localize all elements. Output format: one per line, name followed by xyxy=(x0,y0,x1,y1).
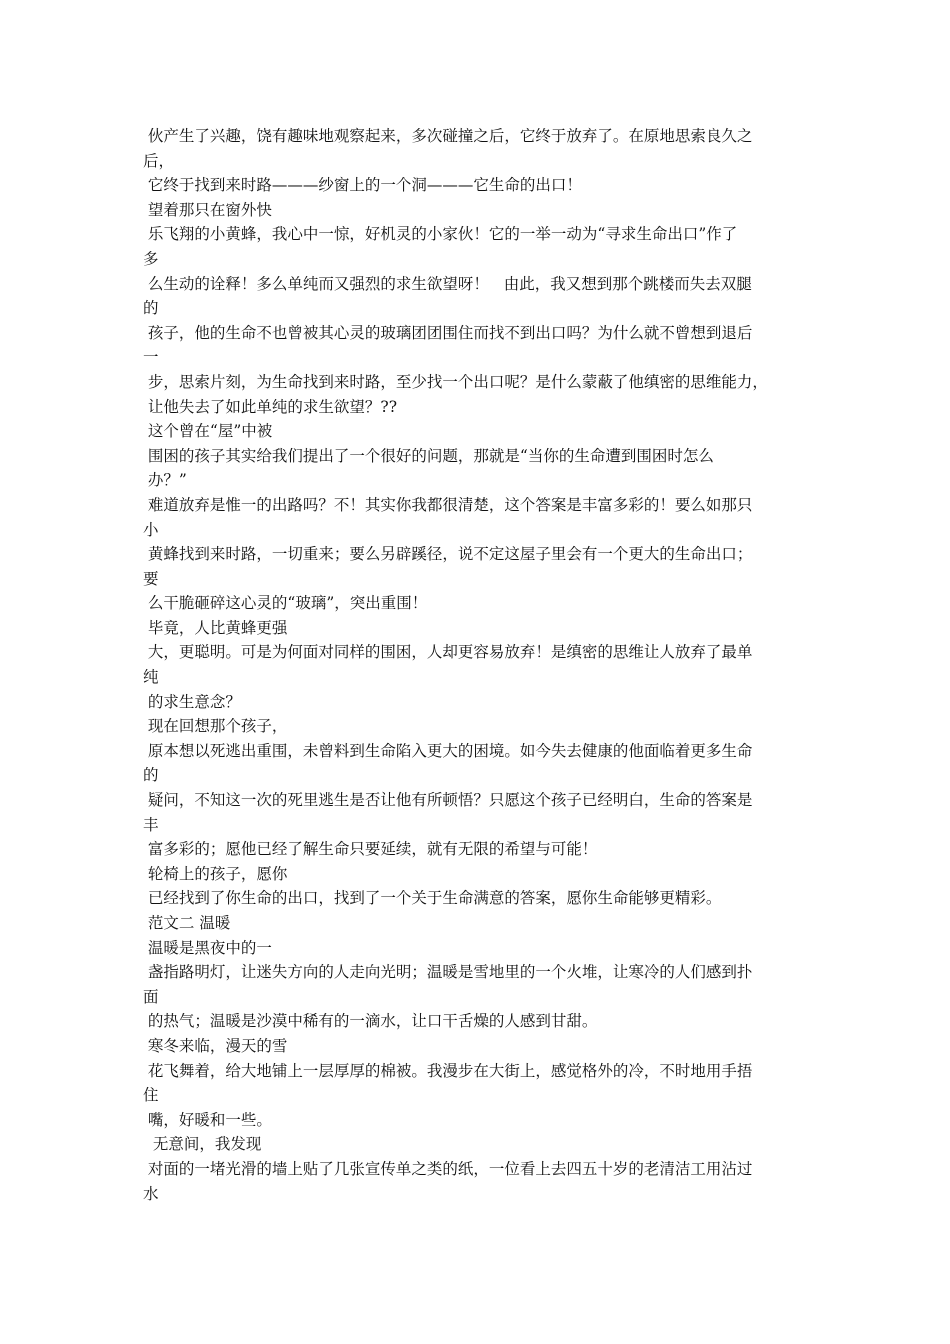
text-line: 它终于找到来时路———纱窗上的一个洞———它生命的出口！ xyxy=(143,176,582,195)
text-line: 温暖是黑夜中的一 xyxy=(143,938,272,957)
text-line: 办？” xyxy=(143,471,187,490)
text-line: 么生动的诠释！多么单纯而又强烈的求生欲望呀！ 由此，我又想到那个跳楼而失去双腿 xyxy=(143,274,752,293)
text-line: 毕竟，人比黄蜂更强 xyxy=(143,618,288,637)
text-line: 步，思索片刻，为生命找到来时路，至少找一个出口呢？是什么蒙蔽了他缜密的思维能力， xyxy=(143,372,768,391)
text-line: 小 xyxy=(143,520,159,539)
text-line: 寒冬来临，漫天的雪 xyxy=(143,1036,288,1055)
text-line: 的 xyxy=(143,299,159,318)
text-line: 望着那只在窗外快 xyxy=(143,200,272,219)
text-line: 这个曾在“屋”中被 xyxy=(143,422,273,441)
text-line: 水 xyxy=(143,1184,159,1203)
text-line: 无意间，我发现 xyxy=(143,1135,262,1154)
text-line: 一 xyxy=(143,348,159,367)
text-line: 大，更聪明。可是为何面对同样的围困，人却更容易放弃！是缜密的思维让人放弃了最单 xyxy=(143,643,753,662)
text-line: 对面的一堵光滑的墙上贴了几张宣传单之类的纸，一位看上去四五十岁的老清洁工用沾过 xyxy=(143,1159,753,1178)
text-line: 现在回想那个孩子， xyxy=(143,717,288,736)
text-line: 丰 xyxy=(143,815,159,834)
text-line: 要 xyxy=(143,569,159,588)
text-line: 花飞舞着，给大地铺上一层厚厚的棉被。我漫步在大街上，感觉格外的冷，不时地用手捂 xyxy=(143,1061,753,1080)
text-line: 后， xyxy=(143,151,175,170)
text-line: 的 xyxy=(143,766,159,785)
text-line: 孩子，他的生命不也曾被其心灵的玻璃团团围住而找不到出口吗？为什么就不曾想到退后 xyxy=(143,323,753,342)
text-line: 原本想以死逃出重围，未曾料到生命陷入更大的困境。如今失去健康的他面临着更多生命 xyxy=(143,741,753,760)
text-line: 黄蜂找到来时路，一切重来；要么另辟蹊径，说不定这屋子里会有一个更大的生命出口； xyxy=(143,545,753,564)
text-line: 盏指路明灯，让迷失方向的人走向光明；温暖是雪地里的一个火堆，让寒冷的人们感到扑 xyxy=(143,963,753,982)
text-line: 么干脆砸碎这心灵的“玻璃”，突出重围！ xyxy=(143,594,428,613)
text-line: 已经找到了你生命的出口，找到了一个关于生命满意的答案，愿你生命能够更精彩。 xyxy=(143,889,722,908)
text-line: 让他失去了如此单纯的求生欲望？?? xyxy=(143,397,398,416)
text-line: 面 xyxy=(143,987,159,1006)
text-line: 住 xyxy=(143,1086,159,1105)
text-line: 疑问，不知这一次的死里逃生是否让他有所顿悟？只愿这个孩子已经明白，生命的答案是 xyxy=(143,791,753,810)
section-heading: 范文二 温暖 xyxy=(143,914,231,932)
text-line: 嘴，好暖和一些。 xyxy=(143,1110,272,1129)
document-page xyxy=(143,124,813,1206)
text-line: 难道放弃是惟一的出路吗？不！其实你我都很清楚，这个答案是丰富多彩的！要么如那只 xyxy=(143,495,753,514)
text-line: 伙产生了兴趣，饶有趣味地观察起来，多次碰撞之后，它终于放弃了。在原地思索良久之 xyxy=(143,127,753,145)
text-line: 围困的孩子其实给我们提出了一个很好的问题，那就是“当你的生命遭到围困时怎么 xyxy=(143,446,714,465)
text-line: 多 xyxy=(143,249,159,268)
text-line: 纯 xyxy=(143,668,159,687)
text-line: 轮椅上的孩子，愿你 xyxy=(143,864,288,883)
text-line: 乐飞翔的小黄蜂，我心中一惊，好机灵的小家伙！它的一举一动为“寻求生命出口”作了 xyxy=(143,225,738,244)
text-line: 的求生意念？ xyxy=(143,692,241,711)
text-line: 的热气；温暖是沙漠中稀有的一滴水，让口干舌燥的人感到甘甜。 xyxy=(143,1012,598,1031)
text-line: 富多彩的；愿他已经了解生命只要延续，就有无限的希望与可能！ xyxy=(143,840,598,859)
